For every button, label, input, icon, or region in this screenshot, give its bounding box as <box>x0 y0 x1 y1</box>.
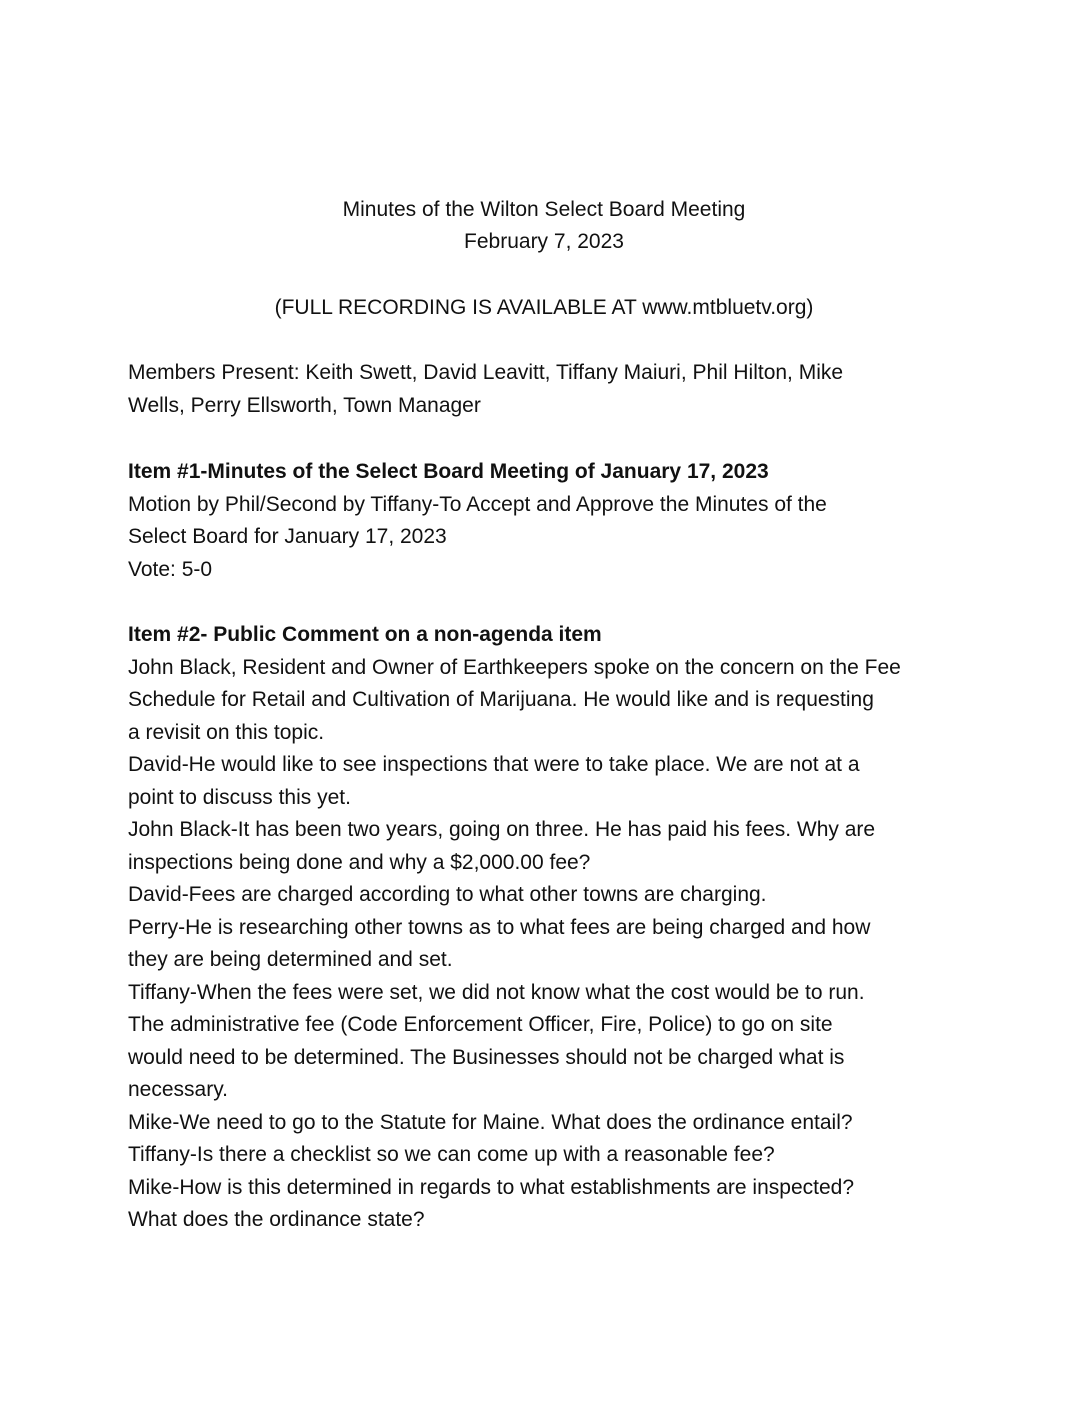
item-2-line: John Black-It has been two years, going on three. He has paid his fees. Why are <box>128 818 876 841</box>
item-2-line: they are being determined and set. <box>128 948 453 971</box>
item-1-section <box>128 456 968 586</box>
item-2-line: Schedule for Retail and Cultivation of Marijuana. He would like and is requesting <box>128 688 874 711</box>
item-1-heading: Item #1-Minutes of the Select Board Meeting of January 17, 2023 <box>128 460 769 483</box>
item-2-line: Perry-He is researching other towns as to what fees are being charged and how <box>128 915 871 939</box>
item-1-vote: Vote: 5-0 <box>128 557 213 581</box>
item-2-section <box>128 619 968 1237</box>
item-2-heading: Item #2- Public Comment on a non-agenda item <box>128 623 602 646</box>
item-2-line: John Black, Resident and Owner of Earthkeepers spoke on the concern on the Fee <box>128 655 901 679</box>
item-2-line: David-Fees are charged according to what other towns are charging. <box>128 883 767 906</box>
members-present <box>128 357 968 422</box>
item-2-line: inspections being done and why a $2,000.00 fee? <box>128 850 591 874</box>
document-title: Minutes of the Wilton Select Board Meeting <box>342 198 746 221</box>
item-2-line: Mike-We need to go to the Statute for Maine. What does the ordinance entail? <box>128 1110 853 1134</box>
item-2-line: The administrative fee (Code Enforcement Officer, Fire, Police) to go on site <box>128 1013 833 1036</box>
item-1-line: Select Board for January 17, 2023 <box>128 525 447 548</box>
meeting-date: February 7, 2023 <box>464 230 624 253</box>
item-2-line: necessary. <box>128 1078 228 1101</box>
item-2-line: What does the ordinance state? <box>128 1208 425 1231</box>
item-2-line: would need to be determined. The Businesses should not be charged what is <box>128 1045 845 1069</box>
item-2-line: a revisit on this topic. <box>128 720 325 744</box>
item-2-line: Mike-How is this determined in regards to what establishments are inspected? <box>128 1175 855 1199</box>
item-2-line: point to discuss this yet. <box>128 785 351 809</box>
item-1-line: Motion by Phil/Second by Tiffany-To Accept and Approve the Minutes of the <box>128 492 827 516</box>
item-2-line: Tiffany-Is there a checklist so we can come up with a reasonable fee? <box>128 1143 775 1166</box>
members-line: Wells, Perry Ellsworth, Town Manager <box>128 393 481 417</box>
members-line: Members Present: Keith Swett, David Leavitt, Tiffany Maiuri, Phil Hilton, Mike <box>128 361 844 384</box>
recording-note: (FULL RECORDING IS AVAILABLE AT www.mtbluetv.org) <box>274 296 814 319</box>
item-2-line: Tiffany-When the fees were set, we did not know what the cost would be to run. <box>128 980 865 1004</box>
item-2-line: David-He would like to see inspections that were to take place. We are not at a <box>128 753 860 776</box>
